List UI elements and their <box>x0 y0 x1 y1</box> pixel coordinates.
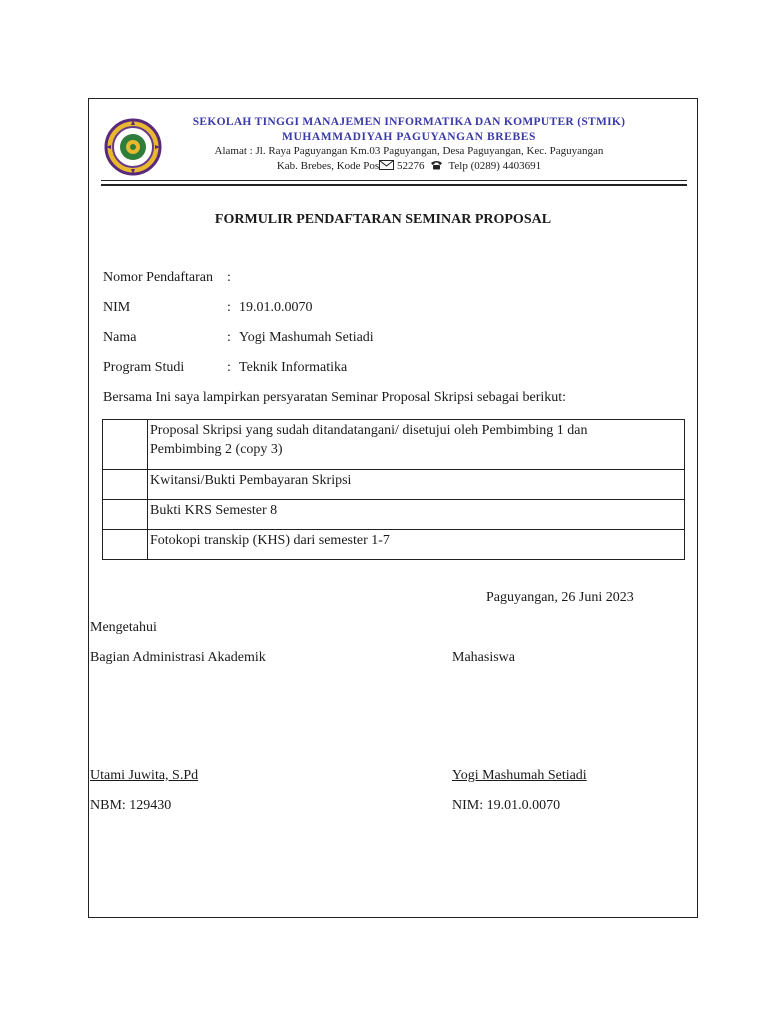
table-row <box>103 470 685 500</box>
field-separator: : <box>227 270 231 285</box>
field-separator: : <box>227 360 231 375</box>
field-separator: : <box>227 300 231 315</box>
requirement-text <box>148 420 685 470</box>
institution-name: SEKOLAH TINGGI MANAJEMEN INFORMATIKA DAN KOMPUTER (STMIK) <box>192 116 626 128</box>
field-label: Program Studi <box>103 360 185 375</box>
address-line-2 <box>170 160 648 172</box>
telephone-icon <box>430 160 443 170</box>
acknowledge-label: Mengetahui <box>90 620 157 635</box>
checkbox-cell[interactable] <box>103 470 148 500</box>
right-signatory-name: Yogi Mashumah Setiadi <box>452 768 587 783</box>
table-row <box>103 530 685 560</box>
table-row <box>103 500 685 530</box>
field-nomor-pendaftaran <box>103 270 239 286</box>
field-value: 19.01.0.0070 <box>239 300 313 315</box>
left-signatory-name: Utami Juwita, S.Pd <box>90 768 199 783</box>
field-separator: : <box>227 330 231 345</box>
field-label: NIM <box>103 300 131 315</box>
left-signatory-role: Bagian Administrasi Akademik <box>90 650 266 665</box>
field-program-studi <box>103 360 347 376</box>
address-line-2-prefix: Kab. Brebes, Kode Pos <box>276 160 380 172</box>
field-label: Nomor Pendaftaran <box>103 270 214 285</box>
checkbox-cell[interactable] <box>103 420 148 470</box>
stmik-logo <box>104 116 162 178</box>
right-signatory-id: NIM: 19.01.0.0070 <box>452 798 561 813</box>
envelope-icon <box>379 160 394 170</box>
right-signatory-role: Mahasiswa <box>452 650 515 665</box>
field-value: Yogi Mashumah Setiadi <box>239 330 374 345</box>
requirement-text: Fotokopi transkip (KHS) dari semester 1-7 <box>148 530 685 560</box>
checkbox-cell[interactable] <box>103 530 148 560</box>
requirement-line: Pembimbing 2 (copy 3) <box>150 442 283 457</box>
left-signatory-id: NBM: 129430 <box>90 798 172 813</box>
field-value: Teknik Informatika <box>239 360 348 375</box>
address-line-1: Alamat : Jl. Raya Paguyangan Km.03 Paguyangan, Desa Paguyangan, Kec. Paguyangan <box>214 145 604 157</box>
requirements-intro: Bersama Ini saya lampirkan persyaratan Seminar Proposal Skripsi sebagai berikut: <box>103 390 567 405</box>
field-label: Nama <box>103 330 137 345</box>
postal-code: 52276 <box>396 160 425 172</box>
field-nama <box>103 330 374 346</box>
field-nim <box>103 300 313 316</box>
table-row <box>103 420 685 470</box>
requirement-text: Bukti KRS Semester 8 <box>148 500 685 530</box>
requirements-table <box>102 419 685 560</box>
header-divider-thin <box>101 180 687 181</box>
place-date: Paguyangan, 26 Juni 2023 <box>486 590 634 605</box>
requirement-line: Proposal Skripsi yang sudah ditandatangani/ disetujui oleh Pembimbing 1 dan <box>150 423 588 438</box>
requirement-text: Kwitansi/Bukti Pembayaran Skripsi <box>148 470 685 500</box>
header-divider-thick <box>101 184 687 186</box>
sub-institution-name: MUHAMMADIYAH PAGUYANGAN BREBES <box>282 131 536 143</box>
phone-number: Telp (0289) 4403691 <box>448 160 542 172</box>
checkbox-cell[interactable] <box>103 500 148 530</box>
form-title: FORMULIR PENDAFTARAN SEMINAR PROPOSAL <box>214 212 552 227</box>
